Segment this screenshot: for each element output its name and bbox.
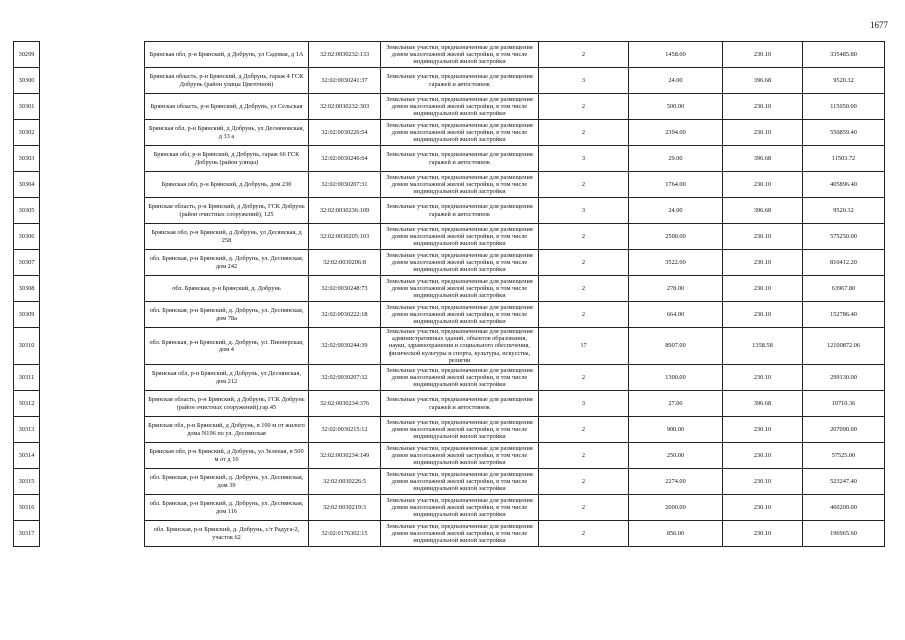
- land-use-cell: Земельные участки, предназначенные для размещения гаражей и автостоянок: [381, 146, 539, 172]
- gap-cell: [40, 250, 145, 276]
- cadastral-number-cell: 32:02:0030226:5: [309, 469, 381, 495]
- page-number: 1677: [870, 20, 888, 30]
- land-use-cell: Земельные участки, предназначенные для размещения домов малоэтажной жилой застройки, в том числе индивидуальной жилой застройки: [381, 276, 539, 302]
- row-number-cell: 30306: [14, 224, 40, 250]
- address-cell: Брянская обл, р-н Брянский, д Добрунь, гараж 66 ГСК Добрунь (район улицы): [145, 146, 309, 172]
- group-number-cell: 17: [539, 328, 629, 365]
- area-cell: 500.00: [629, 94, 723, 120]
- specific-value-cell: 230.10: [723, 276, 803, 302]
- row-number-cell: 30308: [14, 276, 40, 302]
- area-cell: 900.00: [629, 417, 723, 443]
- group-number-cell: 2: [539, 417, 629, 443]
- group-number-cell: 2: [539, 120, 629, 146]
- gap-cell: [40, 495, 145, 521]
- gap-cell: [40, 365, 145, 391]
- group-number-cell: 2: [539, 443, 629, 469]
- specific-value-cell: 230.10: [723, 94, 803, 120]
- gap-cell: [40, 198, 145, 224]
- cadastral-number-cell: 32:02:0030246:64: [309, 146, 381, 172]
- row-number-cell: 30315: [14, 469, 40, 495]
- row-number-cell: 30314: [14, 443, 40, 469]
- cadastral-value-cell: 152786.40: [803, 302, 885, 328]
- address-cell: Брянская обл, р-н Брянский, д Добрунь, ул Зеленая, в 500 м от д 10: [145, 443, 309, 469]
- specific-value-cell: 230.10: [723, 224, 803, 250]
- table-row: [14, 42, 885, 68]
- group-number-cell: 2: [539, 276, 629, 302]
- row-number-cell: 30305: [14, 198, 40, 224]
- cadastral-value-cell: 196965.60: [803, 521, 885, 547]
- cadastral-value-cell: 207090.00: [803, 417, 885, 443]
- land-use-cell: Земельные участки, предназначенные для размещения домов малоэтажной жилой застройки, в том числе индивидуальной жилой застройки: [381, 469, 539, 495]
- address-cell: Брянская область, р-н Брянский, д Добрунь, ГСК Добрунь (район очистных сооружений), 125: [145, 198, 309, 224]
- table-row: [14, 250, 885, 276]
- row-number-cell: 30312: [14, 391, 40, 417]
- cadastral-value-cell: 12100872.06: [803, 328, 885, 365]
- cadastral-number-cell: 32:02:0030244:39: [309, 328, 381, 365]
- table-row: [14, 172, 885, 198]
- gap-cell: [40, 417, 145, 443]
- row-number-cell: 30311: [14, 365, 40, 391]
- cadastral-value-cell: 9520.32: [803, 198, 885, 224]
- table-row: [14, 328, 885, 365]
- area-cell: 2000.00: [629, 495, 723, 521]
- address-cell: Брянская обл, р-н Брянский, д Добрунь, дом 230: [145, 172, 309, 198]
- specific-value-cell: 230.10: [723, 495, 803, 521]
- table-row: [14, 391, 885, 417]
- row-number-cell: 30301: [14, 94, 40, 120]
- table-row: [14, 495, 885, 521]
- cadastral-number-cell: 32:02:0030236:109: [309, 198, 381, 224]
- gap-cell: [40, 521, 145, 547]
- group-number-cell: 2: [539, 302, 629, 328]
- area-cell: 250.00: [629, 443, 723, 469]
- specific-value-cell: 230.10: [723, 42, 803, 68]
- cadastral-number-cell: 32:02:0030222:18: [309, 302, 381, 328]
- cadastral-value-cell: 11503.72: [803, 146, 885, 172]
- cadastral-number-cell: 32:02:0030207:32: [309, 365, 381, 391]
- land-use-cell: Земельные участки, предназначенные для размещения гаражей и автостоянок: [381, 198, 539, 224]
- gap-cell: [40, 146, 145, 172]
- land-use-cell: Земельные участки, предназначенные для размещения домов малоэтажной жилой застройки, в том числе индивидуальной жилой застройки: [381, 521, 539, 547]
- cadastral-number-cell: 32:02:0030234:376: [309, 391, 381, 417]
- group-number-cell: 2: [539, 365, 629, 391]
- area-cell: 8907.00: [629, 328, 723, 365]
- land-use-cell: Земельные участки, предназначенные для размещения домов малоэтажной жилой застройки, в том числе индивидуальной жилой застройки: [381, 443, 539, 469]
- group-number-cell: 3: [539, 68, 629, 94]
- area-cell: 29.00: [629, 146, 723, 172]
- address-cell: обл. Брянская, р-н Брянский, д. Добрунь, ул. Деснянская, дом 39: [145, 469, 309, 495]
- specific-value-cell: 230.10: [723, 443, 803, 469]
- specific-value-cell: 230.10: [723, 417, 803, 443]
- row-number-cell: 30310: [14, 328, 40, 365]
- specific-value-cell: 230.10: [723, 521, 803, 547]
- row-number-cell: 30302: [14, 120, 40, 146]
- cadastral-value-cell: 575250.00: [803, 224, 885, 250]
- specific-value-cell: 230.10: [723, 469, 803, 495]
- specific-value-cell: 230.10: [723, 302, 803, 328]
- land-use-cell: Земельные участки, предназначенные для размещения домов малоэтажной жилой застройки, в том числе индивидуальной жилой застройки: [381, 250, 539, 276]
- specific-value-cell: 230.10: [723, 250, 803, 276]
- table-row: [14, 68, 885, 94]
- table-row: [14, 417, 885, 443]
- row-number-cell: 30299: [14, 42, 40, 68]
- cadastral-number-cell: 32:02:0030248:73: [309, 276, 381, 302]
- specific-value-cell: 396.68: [723, 68, 803, 94]
- land-use-cell: Земельные участки, предназначенные для размещения гаражей и автостоянок: [381, 391, 539, 417]
- cadastral-number-cell: 32:02:0030226:54: [309, 120, 381, 146]
- cadastral-value-cell: 63967.80: [803, 276, 885, 302]
- row-number-cell: 30309: [14, 302, 40, 328]
- cadastral-value-cell: 10710.36: [803, 391, 885, 417]
- gap-cell: [40, 42, 145, 68]
- cadastral-number-cell: 32:02:0030215:12: [309, 417, 381, 443]
- address-cell: Брянская обл, р-н Брянский, д Добрунь, в 100 м от жилого дома N196 по ул. Деснянская: [145, 417, 309, 443]
- group-number-cell: 3: [539, 146, 629, 172]
- land-use-cell: Земельные участки, предназначенные для размещения административных зданий, объектов образования, науки, здравоохранения и социального обеспечения, физической культуры и спорта, культуры, искусства, религии: [381, 328, 539, 365]
- cadastral-value-cell: 550859.40: [803, 120, 885, 146]
- group-number-cell: 3: [539, 391, 629, 417]
- cadastral-number-cell: 32:02:0030232:133: [309, 42, 381, 68]
- table-row: [14, 443, 885, 469]
- cadastral-number-cell: 32:02:0030219:3: [309, 495, 381, 521]
- address-cell: Брянская обл, р-н Брянский, д Добрунь, ул Садовая, д 1А: [145, 42, 309, 68]
- table-row: [14, 94, 885, 120]
- gap-cell: [40, 94, 145, 120]
- group-number-cell: 2: [539, 42, 629, 68]
- specific-value-cell: 1358.58: [723, 328, 803, 365]
- row-number-cell: 30316: [14, 495, 40, 521]
- address-cell: обл. Брянская, р-н Брянский, д. Добрунь, ул. Пионерская, дом 4: [145, 328, 309, 365]
- gap-cell: [40, 391, 145, 417]
- row-number-cell: 30304: [14, 172, 40, 198]
- cadastral-value-cell: 460200.00: [803, 495, 885, 521]
- table-row: [14, 276, 885, 302]
- land-use-cell: Земельные участки, предназначенные для размещения домов малоэтажной жилой застройки, в том числе индивидуальной жилой застройки: [381, 42, 539, 68]
- table-row: [14, 469, 885, 495]
- row-number-cell: 30300: [14, 68, 40, 94]
- cadastral-value-cell: 9520.32: [803, 68, 885, 94]
- gap-cell: [40, 443, 145, 469]
- area-cell: 2500.00: [629, 224, 723, 250]
- cadastral-number-cell: 32:02:0030207:31: [309, 172, 381, 198]
- gap-cell: [40, 68, 145, 94]
- specific-value-cell: 396.68: [723, 198, 803, 224]
- group-number-cell: 2: [539, 469, 629, 495]
- table-row: [14, 521, 885, 547]
- land-use-cell: Земельные участки, предназначенные для размещения домов малоэтажной жилой застройки, в том числе индивидуальной жилой застройки: [381, 120, 539, 146]
- specific-value-cell: 396.68: [723, 146, 803, 172]
- area-cell: 1764.00: [629, 172, 723, 198]
- cadastral-number-cell: 32:02:0030241:37: [309, 68, 381, 94]
- land-use-cell: Земельные участки, предназначенные для размещения домов малоэтажной жилой застройки, в том числе индивидуальной жилой застройки: [381, 302, 539, 328]
- area-cell: 27.00: [629, 391, 723, 417]
- group-number-cell: 3: [539, 198, 629, 224]
- group-number-cell: 2: [539, 521, 629, 547]
- cadastral-value-cell: 335485.80: [803, 42, 885, 68]
- land-use-cell: Земельные участки, предназначенные для размещения домов малоэтажной жилой застройки, в том числе индивидуальной жилой застройки: [381, 365, 539, 391]
- address-cell: обл. Брянская, р-н Брянский, д. Добрунь, ул. Деснянская, дом 242: [145, 250, 309, 276]
- cadastral-value-cell: 405896.40: [803, 172, 885, 198]
- gap-cell: [40, 172, 145, 198]
- address-cell: Брянская обл, р-н Брянский, д Добрунь, ул Деснянская, дом 212: [145, 365, 309, 391]
- area-cell: 278.00: [629, 276, 723, 302]
- group-number-cell: 2: [539, 224, 629, 250]
- cadastral-number-cell: 32:02:0030206:8: [309, 250, 381, 276]
- gap-cell: [40, 469, 145, 495]
- area-cell: 1300.00: [629, 365, 723, 391]
- gap-cell: [40, 328, 145, 365]
- cadastral-value-cell: 57525.00: [803, 443, 885, 469]
- table-row: [14, 146, 885, 172]
- area-cell: 3522.00: [629, 250, 723, 276]
- cadastral-value-cell: 299130.00: [803, 365, 885, 391]
- area-cell: 24.00: [629, 68, 723, 94]
- gap-cell: [40, 224, 145, 250]
- land-use-cell: Земельные участки, предназначенные для размещения домов малоэтажной жилой застройки, в том числе индивидуальной жилой застройки: [381, 172, 539, 198]
- cadastral-number-cell: 32:02:0030234:149: [309, 443, 381, 469]
- gap-cell: [40, 302, 145, 328]
- table-row: [14, 302, 885, 328]
- land-use-cell: Земельные участки, предназначенные для размещения домов малоэтажной жилой застройки, в том числе индивидуальной жилой застройки: [381, 94, 539, 120]
- gap-cell: [40, 276, 145, 302]
- cadastral-value-cell: 523247.40: [803, 469, 885, 495]
- cadastral-number-cell: 32:02:0176302:15: [309, 521, 381, 547]
- address-cell: обл. Брянская, р-н Брянский, д. Добрунь: [145, 276, 309, 302]
- area-cell: 1458.00: [629, 42, 723, 68]
- specific-value-cell: 230.10: [723, 365, 803, 391]
- row-number-cell: 30303: [14, 146, 40, 172]
- specific-value-cell: 396.68: [723, 391, 803, 417]
- specific-value-cell: 230.10: [723, 120, 803, 146]
- group-number-cell: 2: [539, 94, 629, 120]
- address-cell: Брянская область, р-н Брянский, д Добрунь, ГСК Добрунь (район очистных сооружений),гар.45: [145, 391, 309, 417]
- land-use-cell: Земельные участки, предназначенные для размещения гаражей и автостоянок: [381, 68, 539, 94]
- row-number-cell: 30307: [14, 250, 40, 276]
- address-cell: Брянская обл, р-н Брянский, д Добрунь, ул Десянская, д 258: [145, 224, 309, 250]
- land-use-cell: Земельные участки, предназначенные для размещения домов малоэтажной жилой застройки, в том числе индивидуальной жилой застройки: [381, 224, 539, 250]
- table-row: [14, 365, 885, 391]
- row-number-cell: 30317: [14, 521, 40, 547]
- area-cell: 664.00: [629, 302, 723, 328]
- cadastral-value-table: [13, 41, 885, 547]
- table-row: [14, 120, 885, 146]
- area-cell: 2274.00: [629, 469, 723, 495]
- address-cell: обл. Брянская, р-н Брянский, д. Добрунь, ул. Деснянская, дом 116: [145, 495, 309, 521]
- address-cell: Брянская область, р-н Брянский, д Добрунь, ул Сельская: [145, 94, 309, 120]
- gap-cell: [40, 120, 145, 146]
- cadastral-number-cell: 32:02:0030232:303: [309, 94, 381, 120]
- specific-value-cell: 230.10: [723, 172, 803, 198]
- land-use-cell: Земельные участки, предназначенные для размещения домов малоэтажной жилой застройки, в том числе индивидуальной жилой застройки: [381, 417, 539, 443]
- address-cell: обл. Брянская, р-н Брянский, д. Добрунь, с/т Радуга-2, участок 62: [145, 521, 309, 547]
- area-cell: 856.00: [629, 521, 723, 547]
- cadastral-value-cell: 810412.20: [803, 250, 885, 276]
- area-cell: 2394.00: [629, 120, 723, 146]
- address-cell: Брянская обл, р-н Брянский, д Добрунь, ул Десняновская, д 33 а: [145, 120, 309, 146]
- address-cell: обл. Брянская, р-н Брянский, д. Добрунь, ул. Деснянская, дом 78а: [145, 302, 309, 328]
- row-number-cell: 30313: [14, 417, 40, 443]
- table-row: [14, 224, 885, 250]
- cadastral-number-cell: 32:02:0030205:103: [309, 224, 381, 250]
- group-number-cell: 2: [539, 250, 629, 276]
- address-cell: Брянская область, р-н Брянский, д Добрунь, гараж 4 ГСК Добрунь (район улицы Цветочной): [145, 68, 309, 94]
- group-number-cell: 2: [539, 172, 629, 198]
- cadastral-value-cell: 115050.00: [803, 94, 885, 120]
- group-number-cell: 2: [539, 495, 629, 521]
- table-row: [14, 198, 885, 224]
- area-cell: 24.00: [629, 198, 723, 224]
- land-use-cell: Земельные участки, предназначенные для размещения домов малоэтажной жилой застройки, в том числе индивидуальной жилой застройки: [381, 495, 539, 521]
